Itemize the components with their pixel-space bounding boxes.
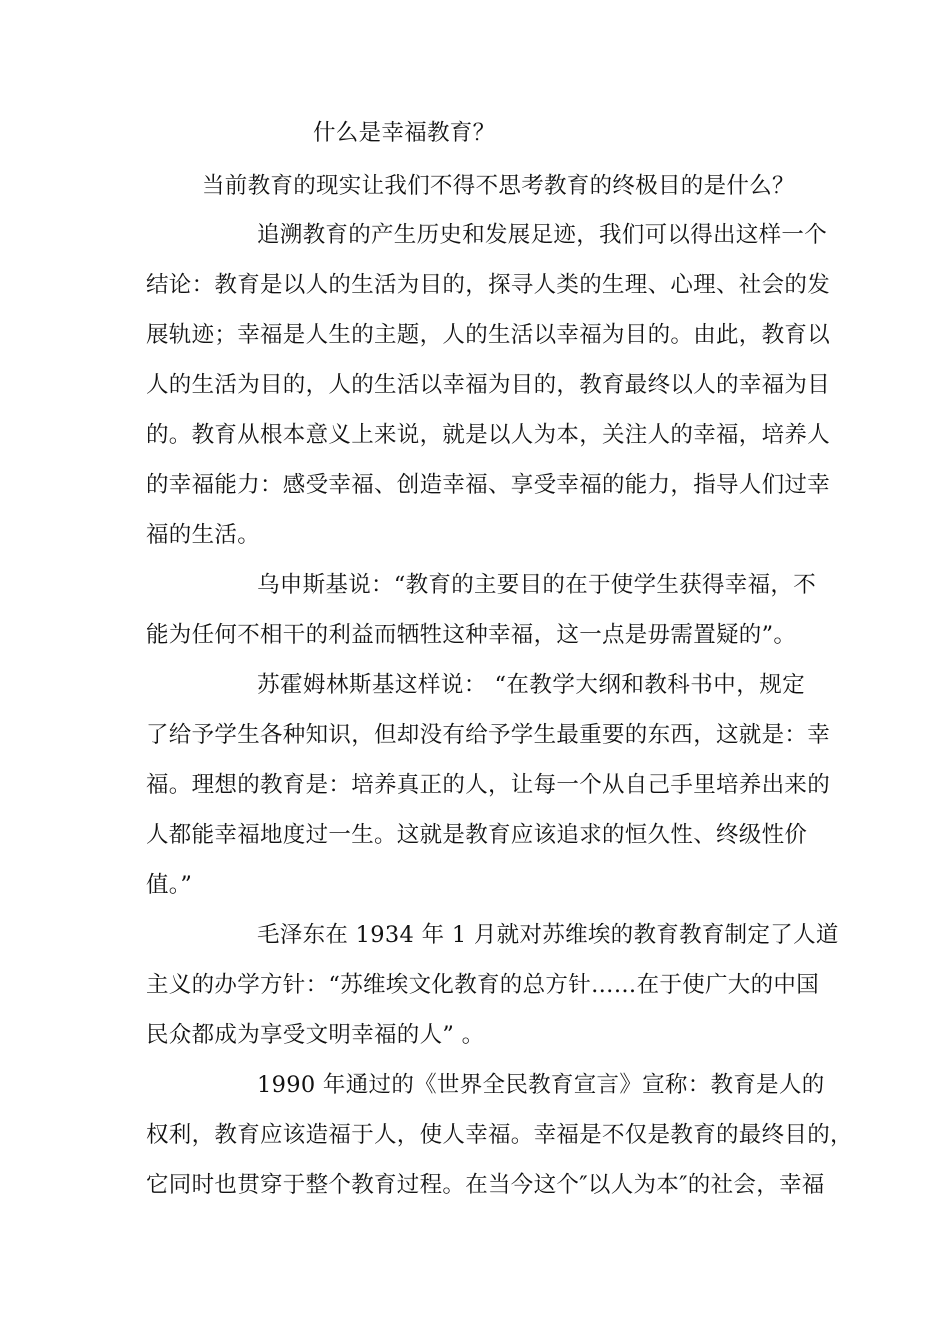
paragraph-line: 苏霍姆林斯基这样说： “在教学大纲和教科书中，规定 bbox=[257, 672, 805, 698]
paragraph-line: 1990 年通过的《世界全民教育宣言》宣称：教育是人的 bbox=[257, 1072, 825, 1098]
paragraph-line: 的。教育从根本意义上来说，就是以人为本，关注人的幸福，培养人 bbox=[146, 422, 831, 448]
paragraph-line: 人的生活为目的，人的生活以幸福为目的，教育最终以人的幸福为目 bbox=[146, 372, 831, 398]
paragraph-line: 民众都成为享受文明幸福的人” 。 bbox=[146, 1022, 485, 1048]
paragraph-line: 人都能幸福地度过一生。这就是教育应该追求的恒久性、终级性价 bbox=[146, 822, 808, 848]
paragraph-line: 能为任何不相干的利益而牺牲这种幸福，这一点是毋需置疑的”。 bbox=[146, 622, 797, 648]
paragraph-line: 它同时也贯穿于整个教育过程。在当今这个″以人为本″的社会，幸福 bbox=[146, 1172, 825, 1198]
paragraph-line: 了给予学生各种知识，但却没有给予学生最重要的东西，这就是：幸 bbox=[146, 722, 831, 748]
paragraph-line: 权利，教育应该造福于人，使人幸福。幸福是不仅是教育的最终目的， bbox=[146, 1122, 853, 1148]
document-question: 当前教育的现实让我们不得不思考教育的终极目的是什么？ bbox=[202, 173, 795, 199]
paragraph-line: 的幸福能力：感受幸福、创造幸福、享受幸福的能力，指导人们过幸 bbox=[146, 472, 831, 498]
paragraph-line: 展轨迹；幸福是人生的主题，人的生活以幸福为目的。由此，教育以 bbox=[146, 322, 831, 348]
paragraph-line: 值。” bbox=[146, 872, 193, 898]
paragraph-line: 毛泽东在 1934 年 1 月就对苏维埃的教育教育制定了人道 bbox=[257, 922, 839, 948]
document-title: 什么是幸福教育？ bbox=[313, 120, 496, 146]
paragraph-line: 结论：教育是以人的生活为目的，探寻人类的生理、心理、社会的发 bbox=[146, 272, 831, 298]
paragraph-line: 乌申斯基说：“教育的主要目的在于使学生获得幸福，不 bbox=[257, 572, 817, 598]
paragraph-line: 福的生活。 bbox=[146, 522, 261, 548]
paragraph-line: 福。理想的教育是：培养真正的人，让每一个从自己手里培养出来的 bbox=[146, 772, 831, 798]
paragraph-line: 追溯教育的产生历史和发展足迹，我们可以得出这样一个 bbox=[257, 222, 828, 248]
paragraph-line: 主义的办学方针：“苏维埃文化教育的总方针……在于使广大的中国 bbox=[146, 972, 820, 998]
